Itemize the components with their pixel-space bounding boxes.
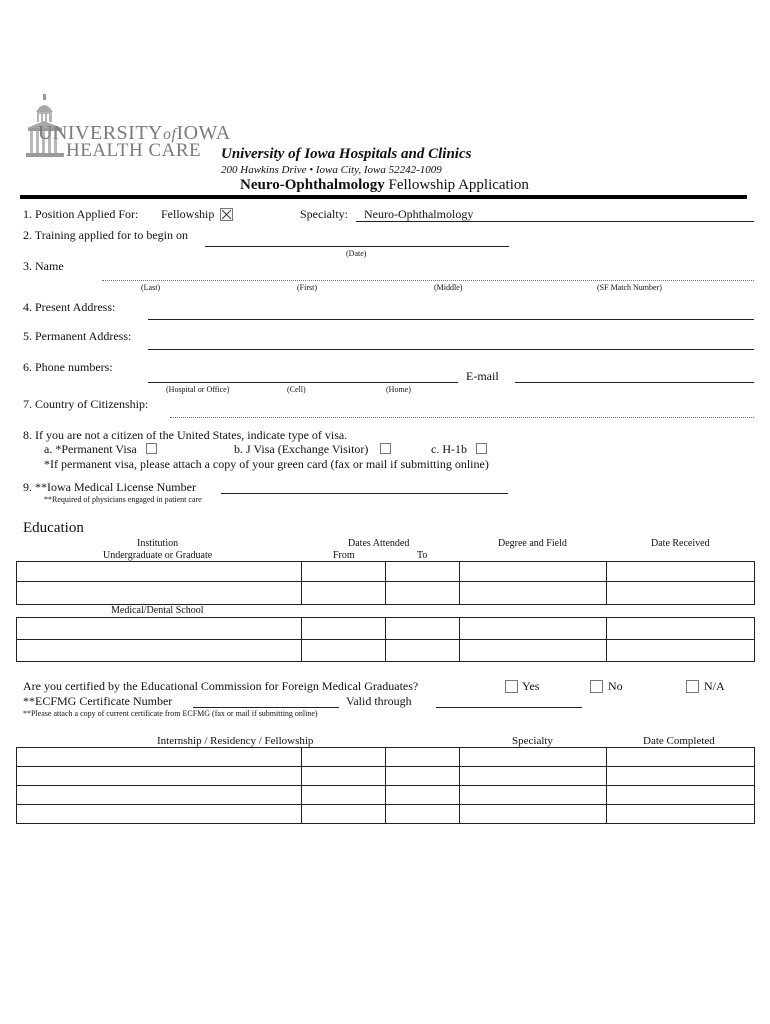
q7-label: 7. Country of Citizenship: <box>23 397 149 411</box>
q1-label: 1. Position Applied For: <box>23 207 139 221</box>
visa-option-h1b: c. H-1b <box>431 442 467 456</box>
begin-date-field[interactable] <box>205 246 509 247</box>
form-title-bold: Neuro-Ophthalmology <box>240 177 385 193</box>
permanent-address-field[interactable] <box>148 349 754 350</box>
col-specialty: Specialty <box>512 735 553 747</box>
caption-cell: (Cell) <box>287 385 306 394</box>
caption-sf-match: (SF Match Number) <box>597 283 662 292</box>
ecfmg-no-checkbox[interactable] <box>590 680 603 693</box>
q6-label: 6. Phone numbers: <box>23 360 113 374</box>
table-row <box>17 748 755 767</box>
email-field[interactable] <box>515 382 754 383</box>
visa-option-j: b. J Visa (Exchange Visitor) <box>234 442 369 456</box>
header-rule <box>20 195 747 199</box>
col-institution-sub: Undergraduate or Graduate <box>103 550 213 561</box>
table-row <box>17 786 755 805</box>
col-dates-attended: Dates Attended <box>348 538 410 549</box>
table-row <box>17 582 755 605</box>
fellowship-checkbox[interactable] <box>220 208 233 221</box>
col-institution: Institution <box>137 538 179 549</box>
col-date-completed: Date Completed <box>643 735 715 747</box>
table-row <box>17 640 755 662</box>
col-program: Internship / Residency / Fellowship <box>157 735 314 747</box>
h1b-checkbox[interactable] <box>476 443 487 454</box>
license-note: **Required of physicians engaged in patient care <box>44 495 202 504</box>
table-row <box>17 805 755 824</box>
education-table-undergrad <box>16 561 755 605</box>
medical-school-label: Medical/Dental School <box>111 605 204 616</box>
present-address-field[interactable] <box>148 319 754 320</box>
caption-last: (Last) <box>141 283 161 292</box>
training-table <box>16 747 755 824</box>
permanent-visa-checkbox[interactable] <box>146 443 157 454</box>
ecfmg-na-checkbox[interactable] <box>686 680 699 693</box>
q3-label: 3. Name <box>23 259 64 273</box>
date-caption: (Date) <box>346 249 367 258</box>
form-title-rest: Fellowship Application <box>388 177 529 193</box>
institution-name: University of Iowa Hospitals and Clinics <box>221 146 472 162</box>
caption-middle: (Middle) <box>434 283 463 292</box>
ecfmg-note: **Please attach a copy of current certificate from ECFMG (fax or mail if submitting online) <box>23 709 318 718</box>
citizenship-field[interactable] <box>170 417 754 418</box>
ecfmg-na-label: N/A <box>704 679 725 693</box>
q8-label: 8. If you are not a citizen of the United States, indicate type of visa. <box>23 428 348 442</box>
specialty-value[interactable]: Neuro-Ophthalmology <box>364 207 474 221</box>
logo-word-university: UNIVERSITY <box>38 122 163 144</box>
specialty-line <box>356 221 754 222</box>
col-to: To <box>417 550 428 561</box>
j-visa-checkbox[interactable] <box>380 443 391 454</box>
ecfmg-yes-label: Yes <box>522 679 540 693</box>
name-field[interactable] <box>102 280 754 281</box>
q9-label: 9. **Iowa Medical License Number <box>23 480 196 494</box>
form-title <box>240 177 529 194</box>
education-table-medical <box>16 617 755 662</box>
q4-label: 4. Present Address: <box>23 300 116 314</box>
col-from: From <box>333 550 355 561</box>
specialty-label: Specialty: <box>300 207 348 221</box>
ecfmg-cert-label: **ECFMG Certificate Number <box>23 694 173 708</box>
fellowship-label: Fellowship <box>161 207 215 221</box>
table-row <box>17 562 755 582</box>
col-date-received: Date Received <box>651 538 710 549</box>
email-label: E-mail <box>466 369 499 383</box>
ecfmg-no-label: No <box>608 679 623 693</box>
visa-option-permanent: a. *Permanent Visa <box>44 442 137 456</box>
q2-label: 2. Training applied for to begin on <box>23 228 188 242</box>
education-heading: Education <box>23 520 84 536</box>
license-field[interactable] <box>221 493 508 494</box>
ecfmg-question: Are you certified by the Educational Commission for Foreign Medical Graduates? <box>23 679 419 693</box>
table-row <box>17 618 755 640</box>
caption-home: (Home) <box>386 385 411 394</box>
ecfmg-yes-checkbox[interactable] <box>505 680 518 693</box>
q5-label: 5. Permanent Address: <box>23 329 132 343</box>
caption-first: (First) <box>297 283 317 292</box>
logo-word-of: of <box>163 126 177 143</box>
logo-word-iowa: IOWA <box>176 122 231 144</box>
logo-line2: HEALTH CARE <box>66 140 202 161</box>
institution-address: 200 Hawkins Drive • Iowa City, Iowa 52242-1009 <box>221 164 442 176</box>
valid-through-label: Valid through <box>346 694 412 708</box>
check-x-icon <box>221 209 232 220</box>
table-row <box>17 767 755 786</box>
col-degree-field: Degree and Field <box>498 538 567 549</box>
visa-note: *If permanent visa, please attach a copy of your green card (fax or mail if submitting online) <box>44 457 489 471</box>
phone-field[interactable] <box>148 382 458 383</box>
valid-through-field[interactable] <box>436 707 582 708</box>
ecfmg-cert-field[interactable] <box>193 707 339 708</box>
caption-hospital: (Hospital or Office) <box>166 385 230 394</box>
